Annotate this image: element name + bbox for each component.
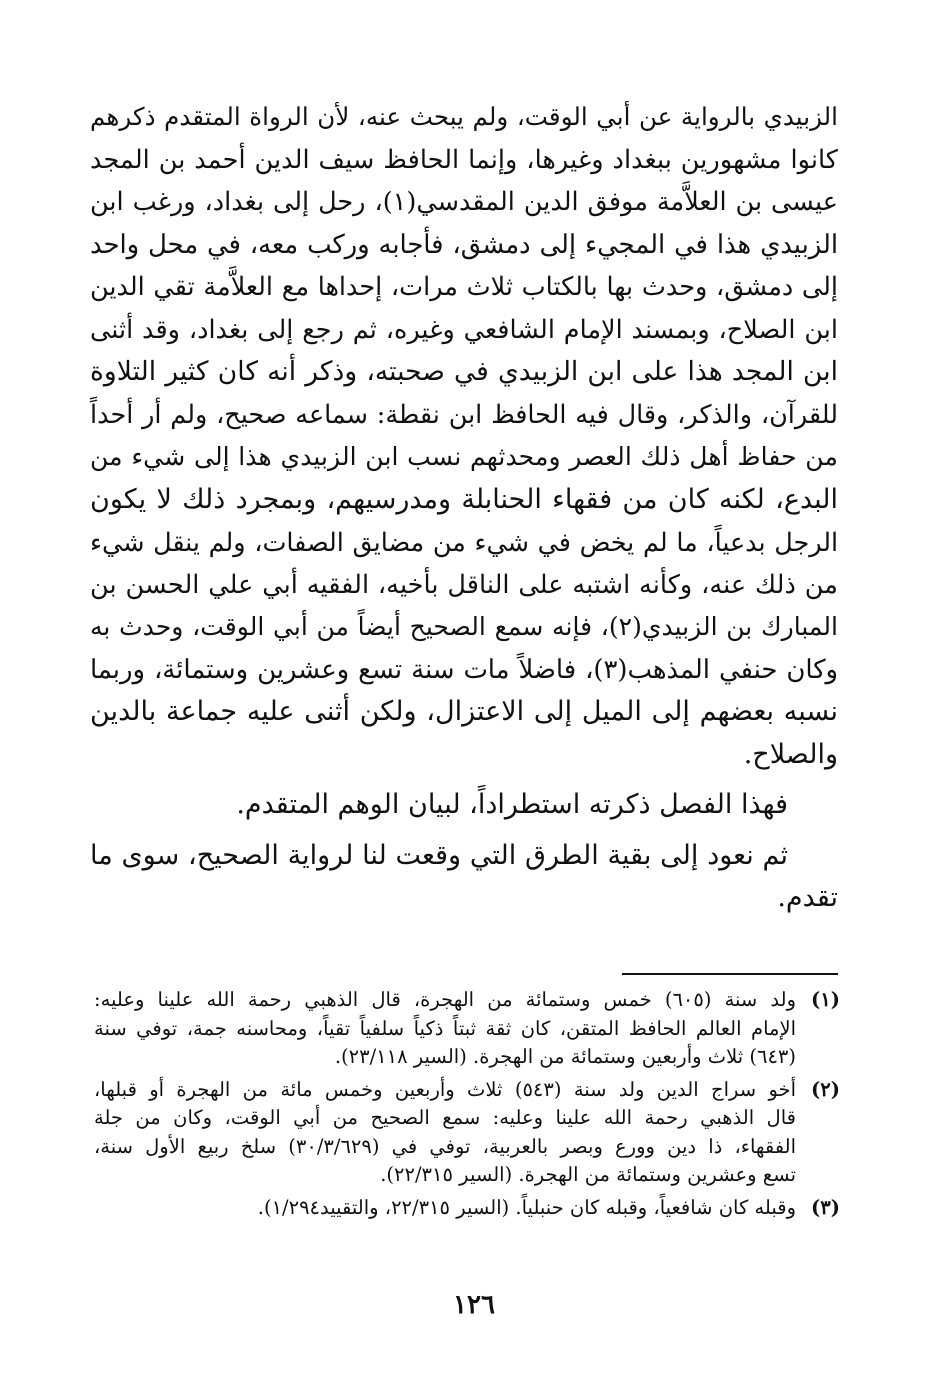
footnote-3 [94, 1194, 840, 1223]
footnote-line: الفقهاء، ذا دين وورع وبصر بالعربية، توفي في (٣٠/٣/٦٢٩) سلخ ربيع الأول سنة، [94, 1134, 796, 1158]
footnote-number: (٢) [811, 1077, 840, 1101]
footnote-line: قال الذهبي رحمة الله علينا وعليه: سمع الصحيح من أبي الوقت، وكان من جلة [94, 1106, 796, 1129]
text-line: ابن الصلاح، وبمسند الإمام الشافعي وغيره، ثم رجع إلى بغداد، وقد أثنى [90, 314, 838, 345]
text-line: الرجل بدعياً، ما لم يخض في شيء من مضايق الصفات، ولم ينقل شيء [90, 527, 838, 557]
text-line: للقرآن، والذكر، وقال فيه الحافظ ابن نقطة: سماعه صحيح، ولم أر أحداً [90, 399, 838, 430]
footnote-1 [94, 986, 840, 1072]
footnote-line: الإمام العالم الحافظ المتقن، كان ثقة ثبتاً ذكياً سلفياً تقياً، ومحاسنه جمة، توفي سنة [94, 1016, 796, 1040]
text-line: الزبيدي بالرواية عن أبي الوقت، ولم يبحث عنه، لأن الرواة المتقدم ذكرهم [90, 102, 838, 131]
footnotes [94, 986, 840, 1226]
text-line: إلى دمشق، وحدث بها بالكتاب ثلاث مرات، إحداها مع العلاَّمة تقي الدين [90, 272, 838, 302]
footnote-2 [94, 1076, 840, 1190]
paragraph-gap [90, 776, 838, 784]
text-line: كانوا مشهورين ببغداد وغيرها، وإنما الحافظ سيف الدين أحمد بن المجد [90, 144, 838, 175]
text-line: من ذلك عنه، وكأنه اشتبه على الناقل بأخيه، الفقيه أبي علي الحسن بن [90, 569, 838, 600]
footnote-body [94, 1076, 796, 1190]
footnote-line: ولد سنة (٦٠٥) خمس وستمائة من الهجرة، قال الذهبي رحمة الله علينا وعليه: [94, 988, 796, 1011]
footnote-line: تسع وعشرين وستمائة من الهجرة. (السير ٢٢/٣١٥). [380, 1163, 796, 1186]
footnote-line: (٦٤٣) ثلاث وأربعين وستمائة من الهجرة. (السير ٢٣/١١٨). [334, 1045, 796, 1068]
text-line: فهذا الفصل ذكرته استطراداً، لبيان الوهم المتقدم. [236, 789, 788, 820]
footnote-line: وقبله كان شافعياً، وقبله كان حنبلياً. (السير ٢٢/٣١٥، والتقييد١/٢٩٤). [257, 1195, 796, 1219]
text-line: الزبيدي هذا في المجيء إلى دمشق، فأجابه وركب معه، في محل واحد [90, 229, 838, 260]
footnote-number: (٣) [811, 1195, 840, 1219]
text-line: البدع، لكنه كان من فقهاء الحنابلة ومدرسيهم، وبمجرد ذلك لا يكون [90, 483, 838, 515]
text-line: والصلاح. [743, 738, 838, 770]
text-line: المبارك بن الزبيدي(٢)، فإنه سمع الصحيح أيضاً من أبي الوقت، وحدث به [90, 612, 838, 641]
text-line: من حفاظ أهل ذلك العصر ومحدثهم نسب ابن الزبيدي هذا إلى شيء من [90, 442, 838, 471]
text-line: عيسى بن العلاَّمة موفق الدين المقدسي(١)، رحل إلى بغداد، ورغب ابن [90, 187, 838, 217]
footnote-separator [622, 973, 838, 975]
text-line: وكان حنفي المذهب(٣)، فاضلاً مات سنة تسع وعشرين وستمائة، وربما [90, 654, 838, 685]
footnote-line: أخو سراج الدين ولد سنة (٥٤٣) ثلاث وأربعين وخمس مائة من الهجرة أو قبلها، [94, 1077, 796, 1101]
text-line: تقدم. [777, 882, 838, 913]
footnote-body [94, 1194, 796, 1223]
paragraph-2 [90, 784, 838, 827]
paragraph-gap [90, 827, 838, 835]
footnote-body [94, 986, 796, 1072]
paragraph-1 [90, 96, 838, 776]
text-line: ثم نعود إلى بقية الطرق التي وقعت لنا لرواية الصحيح، سوى ما [90, 839, 788, 871]
page-number: ١٢٦ [453, 1290, 495, 1320]
text-line: ابن المجد هذا على ابن الزبيدي في صحبته، وذكر أنه كان كثير التلاوة [90, 356, 838, 387]
text-line: نسبه بعضهم إلى الميل إلى الاعتزال، ولكن أثنى عليه جماعة بالدين [90, 696, 838, 727]
footnote-number: (١) [811, 988, 840, 1011]
main-text [90, 96, 838, 920]
paragraph-3 [90, 835, 838, 920]
